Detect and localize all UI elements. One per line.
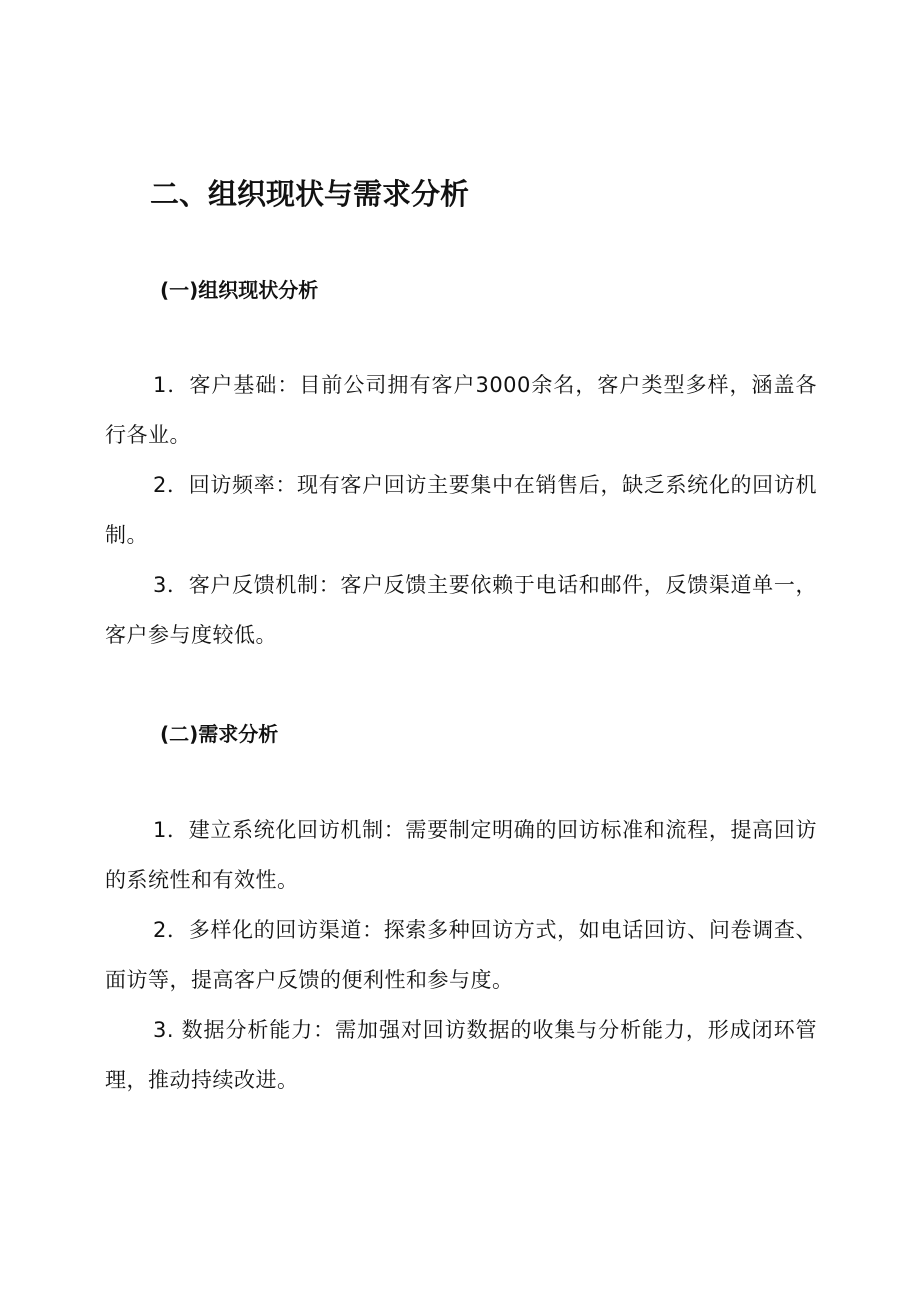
paragraph-customer-base: 1．客户基础：目前公司拥有客户3000余名，客户类型多样，涵盖各行各业。 xyxy=(105,373,817,447)
subsection-title-needs: (二)需求分析 xyxy=(160,722,279,746)
paragraph-data-analysis: 3. 数据分析能力：需加强对回访数据的收集与分析能力，形成闭环管理，推动持续改进。 xyxy=(105,1018,817,1092)
section-title: 二、组织现状与需求分析 xyxy=(150,177,470,211)
subsection-title-status: (一)组织现状分析 xyxy=(160,278,319,302)
paragraph-visit-frequency: 2．回访频率：现有客户回访主要集中在销售后，缺乏系统化的回访机制。 xyxy=(105,473,817,547)
paragraph-systematic-mechanism: 1．建立系统化回访机制：需要制定明确的回访标准和流程，提高回访的系统性和有效性。 xyxy=(105,818,817,892)
paragraph-feedback-mechanism: 3．客户反馈机制：客户反馈主要依赖于电话和邮件，反馈渠道单一，客户参与度较低。 xyxy=(105,573,817,647)
paragraph-diverse-channels: 2．多样化的回访渠道：探索多种回访方式，如电话回访、问卷调查、面访等，提高客户反馈的便利性和参与度。 xyxy=(105,918,817,992)
